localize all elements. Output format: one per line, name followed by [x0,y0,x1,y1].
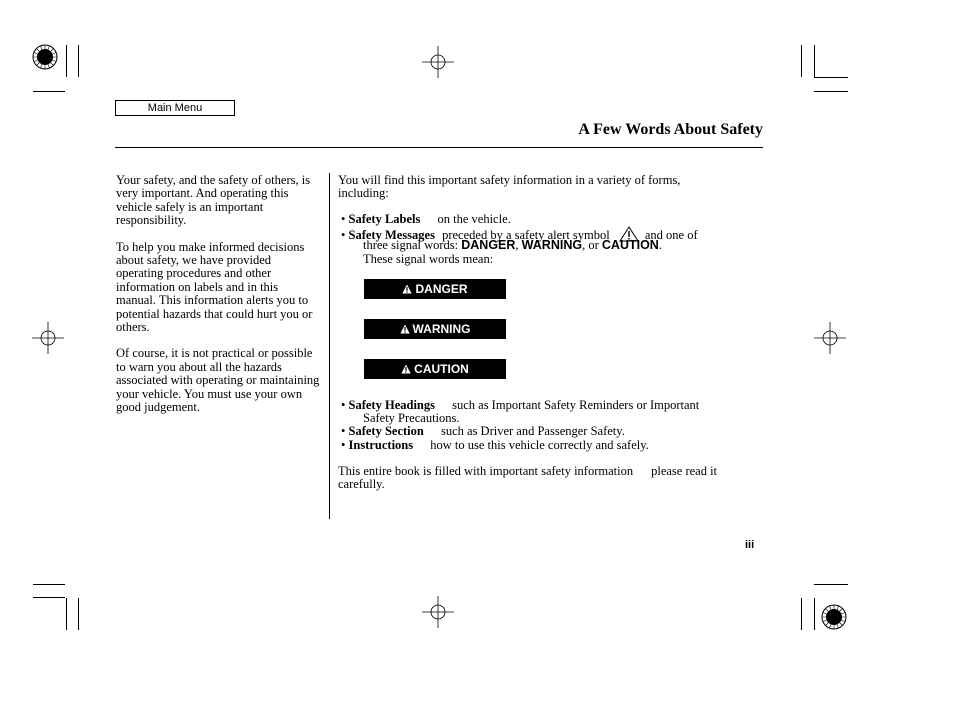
list-item: • Safety Labels on the vehicle. [341,212,511,226]
page-number: iii [745,539,755,551]
column-divider [329,173,330,519]
separator: , or [582,238,599,252]
page-title: A Few Words About Safety [578,121,763,138]
list-item-text: how to use this vehicle correctly and safely. [430,438,649,452]
list-item: • Safety Headings such as Important Safety Reminders or Important [341,398,700,412]
badge-label: WARNING [412,322,471,336]
signal-word-caution: CAUTION [601,238,659,252]
signal-words-line [363,239,662,252]
registration-starburst-icon [822,605,846,629]
closing-line: carefully. [338,477,385,492]
list-item-term: Safety Section [348,424,424,438]
list-item-text: preceded by a safety alert symbol [442,228,610,242]
signal-word-warning: WARNING [521,238,583,252]
paragraph: To help you make informed decisions about safety, we have provided operating procedures and other information on labels and in this manual. This information alerts you to potential hazards that could hurt you or others. [116,239,313,335]
separator: , [515,238,519,252]
closing-line-part: please read it [651,464,718,478]
list-item-text: such as Important Safety Reminders or Important [452,398,700,412]
badge-label: DANGER [415,282,468,296]
list-item: • Instructions how to use this vehicle correctly and safely. [341,438,649,452]
list-item-term: Instructions [348,438,414,452]
list-item: • Safety Section such as Driver and Passenger Safety. [341,424,625,438]
intro-line: You will find this important safety information in a variety of forms, [338,173,681,187]
warning-triangle-icon [400,324,410,334]
signal-word-danger: DANGER [461,238,516,252]
intro-text [338,174,680,201]
closing-line-part: This entire book is filled with important safety information [338,464,634,478]
badge-label: CAUTION [414,362,469,376]
list-item-text: on the vehicle. [437,212,511,226]
warning-badge [364,319,506,339]
closing-line [338,465,717,478]
warning-triangle-icon [402,284,412,294]
paragraph: Of course, it is not practical or possible to warn you about all the hazards associated with operating or maintaining your vehicle. You must use your own good judgement. [116,346,320,415]
left-column [116,174,321,428]
closing-text [338,465,717,492]
signal-words-prefix: three signal words: [363,238,459,252]
list-item-term: Safety Messages [348,228,435,242]
caution-badge [364,359,506,379]
title-rule [115,147,763,148]
warning-triangle-icon [401,364,411,374]
list-item: • Safety Messages preceded by a safety alert symbol and one of [341,228,698,242]
list-item-continuation: Safety Precautions. [363,411,460,425]
list-item-term: Safety Headings [348,398,435,412]
danger-badge [364,279,506,299]
main-menu-button[interactable]: Main Menu [115,100,235,116]
list-item-text: such as Driver and Passenger Safety. [440,424,625,438]
intro-line: including: [338,186,389,201]
list-item-text: and one of [644,228,698,242]
signal-words-mean: These signal words mean: [363,252,494,266]
registration-starburst-icon [33,45,57,69]
paragraph: Your safety, and the safety of others, is very important. And operating this vehicle safely is an important responsibility. [116,173,311,228]
separator: . [658,238,662,252]
list-item-term: Safety Labels [348,212,421,226]
